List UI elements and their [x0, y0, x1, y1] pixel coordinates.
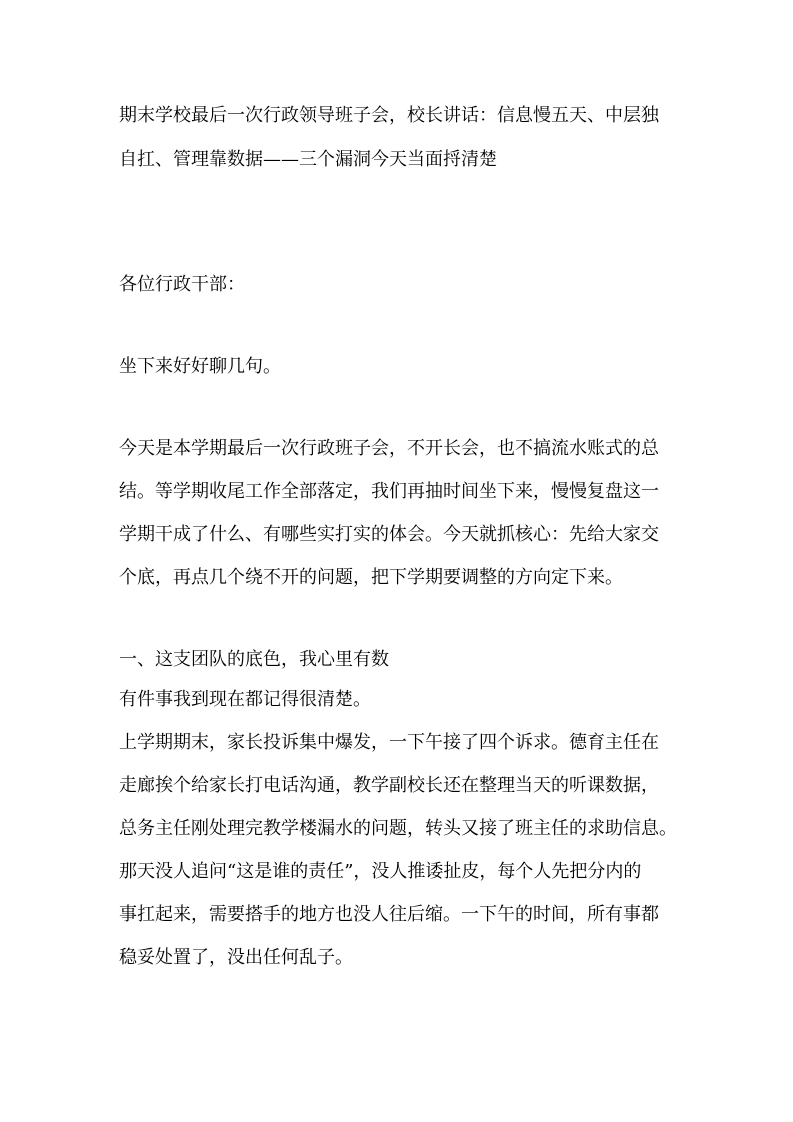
- section-1-para-line-3: 总务主任刚处理完教学楼漏水的问题，转头又接了班主任的求助信息。: [119, 818, 677, 839]
- intro-line-3: 学期干成了什么、有哪些实打实的体会。今天就抓核心：先给大家交: [119, 524, 659, 545]
- section-1-para-line-6: 稳妥处置了，没出任何乱子。: [119, 947, 353, 968]
- section-1-para-line-4: 那天没人追问“这是谁的责任”，没人推诿扯皮，每个人先把分内的: [119, 861, 642, 882]
- section-1-para-line-5: 事扛起来，需要搭手的地方也没人往后缩。一下午的时间，所有事都: [119, 904, 659, 925]
- opening-sentence: 坐下来好好聊几句。: [119, 356, 281, 377]
- section-1-para-line-2: 走廊挨个给家长打电话沟通，教学副校长还在整理当天的听课数据，: [119, 775, 659, 796]
- intro-line-2: 结。等学期收尾工作全部落定，我们再抽时间坐下来，慢慢复盘这一: [119, 481, 659, 502]
- intro-line-1: 今天是本学期最后一次行政班子会，不开长会，也不搞流水账式的总: [119, 438, 659, 459]
- document-title-line-2: 自扛、管理靠数据——三个漏洞今天当面捋清楚: [119, 149, 497, 170]
- document-title-line-1: 期末学校最后一次行政领导班子会，校长讲话：信息慢五天、中层独: [119, 105, 659, 126]
- section-1-lead: 有件事我到现在都记得很清楚。: [119, 689, 371, 710]
- salutation: 各位行政干部：: [119, 274, 245, 295]
- section-1-heading: 一、这支团队的底色，我心里有数: [119, 649, 389, 670]
- section-1-para-line-1: 上学期期末，家长投诉集中爆发，一下午接了四个诉求。德育主任在: [119, 732, 659, 753]
- intro-line-4: 个底，再点几个绕不开的问题，把下学期要调整的方向定下来。: [119, 567, 623, 588]
